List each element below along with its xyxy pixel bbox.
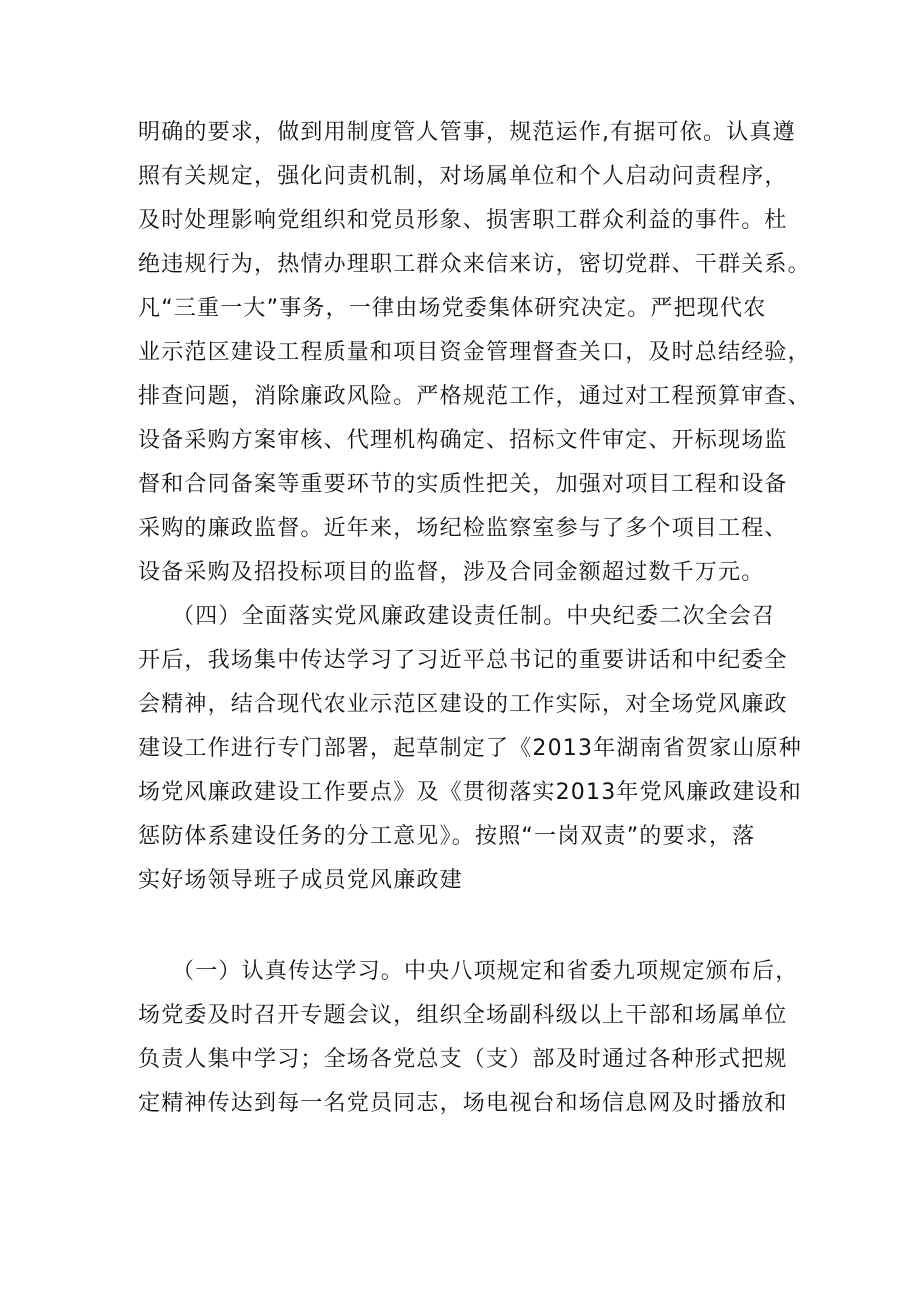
section-heading-line: （四）全面落实党风廉政建设责任制。中央纪委二次全会召 [172,604,776,629]
text-line: 实好场领导班子成员党风廉政建 [138,868,463,893]
text-line: 建设工作进行专门部署，起草制定了《2013年湖南省贺家山原种 [138,736,802,761]
text-line: 定精神传达到每一名党员同志，场电视台和场信息网及时播放和 [138,1091,788,1116]
text-line: 开后，我场集中传达学习了习近平总书记的重要讲话和中纪委全 [138,648,788,673]
text-line: 负责人集中学习；全场各党总支（支）部及时通过各种形式把规 [138,1047,788,1072]
text-line: 设备采购及招投标项目的监督，涉及合同金额超过数千万元。 [138,560,765,585]
text-line: 设备采购方案审核、代理机构确定、招标文件审定、开标现场监 [138,428,788,453]
text-line: 排查问题，消除廉政风险。严格规范工作，通过对工程预算审查、 [138,384,811,409]
section-heading-line: （一）认真传达学习。中央八项规定和省委九项规定颁布后， [172,959,799,984]
text-line: 督和合同备案等重要环节的实质性把关，加强对项目工程和设备 [138,472,788,497]
text-line: 凡“三重一大”事务，一律由场党委集体研究决定。严把现代农 [138,296,767,321]
text-line: 绝违规行为，热情办理职工群众来信来访，密切党群、干群关系。 [138,252,811,277]
text-line: 采购的廉政监督。近年来，场纪检监察室参与了多个项目工程、 [138,516,788,541]
text-line: 照有关规定，强化问责机制，对场属单位和个人启动问责程序， [138,164,788,189]
text-line: 惩防体系建设任务的分工意见》。按照“一岗双责”的要求，落 [138,824,756,849]
text-line: 明确的要求，做到用制度管人管事，规范运作,有据可依。认真遵 [138,120,796,145]
text-line: 业示范区建设工程质量和项目资金管理督查关口，及时总结经验， [138,340,811,365]
text-line: 场党风廉政建设工作要点》及《贯彻落实2013年党风廉政建设和 [138,780,802,805]
text-line: 场党委及时召开专题会议，组织全场副科级以上干部和场属单位 [138,1003,788,1028]
text-line: 及时处理影响党组织和党员形象、损害职工群众利益的事件。杜 [138,208,788,233]
text-line: 会精神，结合现代农业示范区建设的工作实际，对全场党风廉政 [138,692,788,717]
